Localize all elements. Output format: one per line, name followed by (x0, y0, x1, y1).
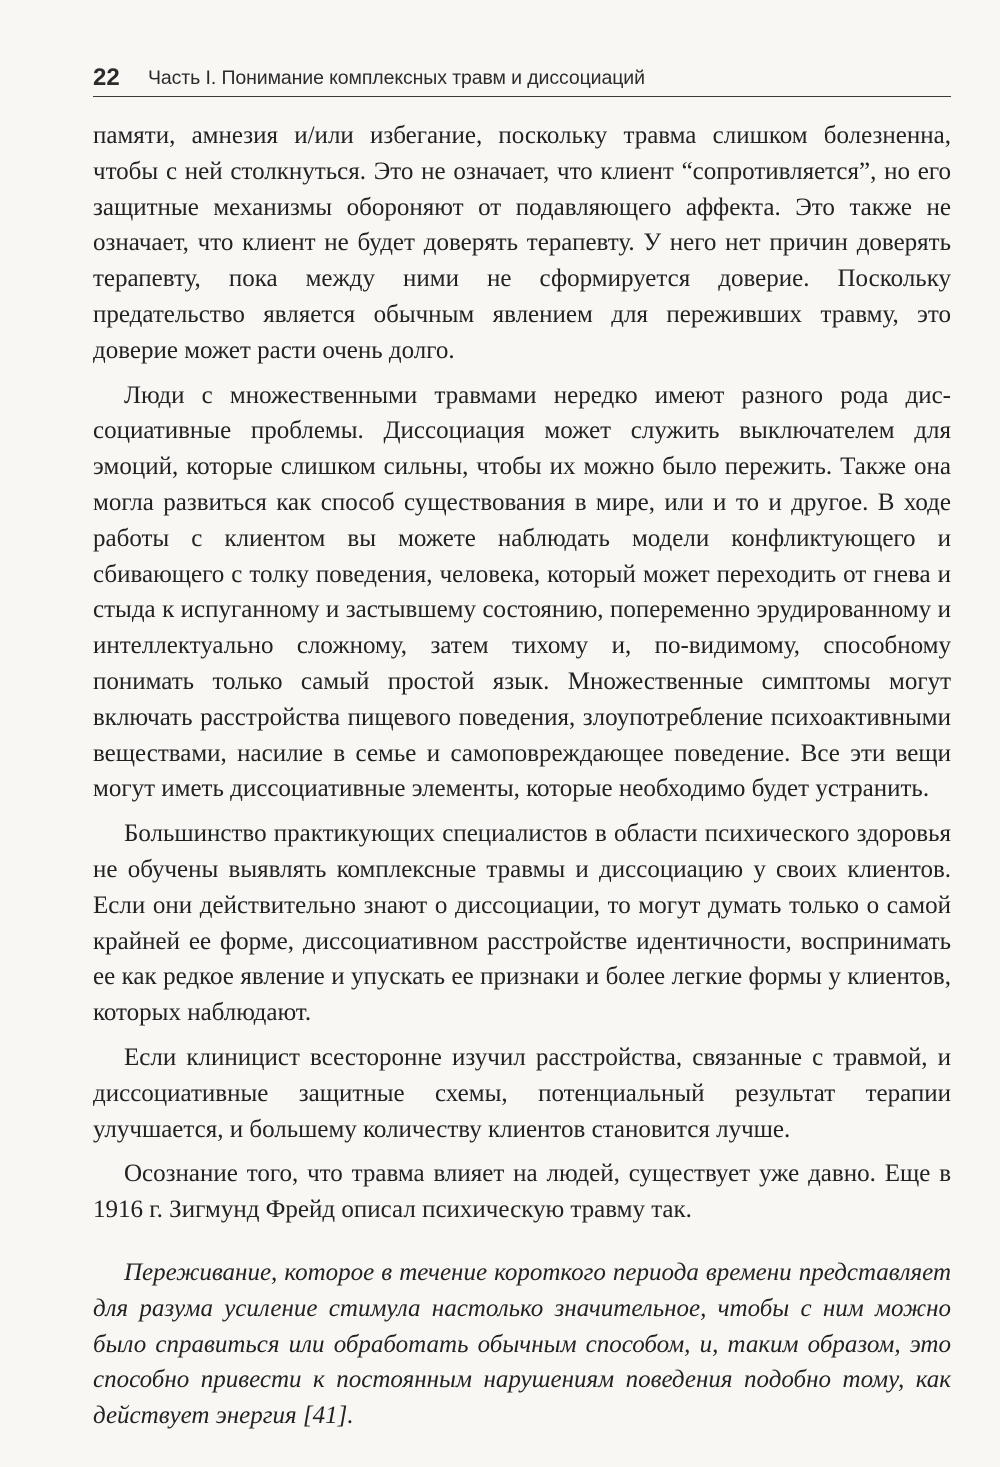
paragraph-2: Люди с множественными травмами нередко имеют разного рода диссоциативные проблемы. Диссоциация может служить выключателем для эмоций, которые слишком сильны, чтобы их можно было пережить. Также она могла развиться как способ существования в мире, или и то и другое. В ходе работы с клиентом вы можете наблюдать модели конфликтующего и сбивающего с толку поведения, человека, который может переходить от гнева и стыда к испуганному и застывшему состоянию, попеременно эрудированному и интеллектуально сложному, затем тихому и, по-видимому, способному понимать только самый простой язык. Множественные симптомы могут включать расстройства пищевого поведения, злоупотребление психоактивными веществами, насилие в семье и самоповреждающее поведение. Все эти вещи могут иметь диссоциативные элементы, которые необходимо будет устранить. (93, 381, 951, 803)
paragraph-1: памяти, амнезия и/или избегание, поскольку травма слишком болезненна, чтобы с ней столкнуться. Это не означает, что клиент “сопротивляется”, но его защитные механизмы обороняют от подавляющего аффекта. Это также не означает, что клиент не будет доверять терапевту. У него нет причин доверять терапевту, пока между ними не сформируется доверие. Поскольку предательство является обычным явлением для переживших травму, это доверие может расти очень долго. (93, 122, 951, 364)
paragraph-4: Если клиницист всесторонне изучил расстройства, связанные с травмой, и диссоциативные защитные схемы, потенциальный результат терапии улучшается, и большему количеству клиентов становится лучше. (93, 1043, 951, 1143)
freud-quote: Переживание, которое в течение короткого периода времени представляет для разума усиление стимула настолько значительное, чтобы с ним можно было справиться или обработать обычным способом, и, таким образом, это способно привести к постоянным нарушениям поведения подобно тому, как действует энергия [41]. (93, 1258, 951, 1430)
paragraph-5: Осознание того, что травма влияет на людей, существует уже давно. Еще в 1916 г. Зигмунд Фрейд описал психическую травму так. (93, 1160, 951, 1224)
paragraph-3: Большинство практикующих специалистов в области психического здоровья не обучены выявлять комплексные травмы и диссоциацию у своих клиентов. Если они действительно знают о диссоциации, то могут думать только о самой крайней ее форме, диссоциативном расстройстве идентичности, воспринимать ее как редкое явление и упускать ее признаки и более легкие формы у клиентов, которых наблюдают. (93, 820, 951, 1027)
running-header (93, 62, 951, 97)
page-number: 22 (93, 64, 120, 91)
body-text (93, 118, 951, 1434)
chapter-title: Часть I. Понимание комплексных травм и диссоциаций (148, 67, 645, 89)
